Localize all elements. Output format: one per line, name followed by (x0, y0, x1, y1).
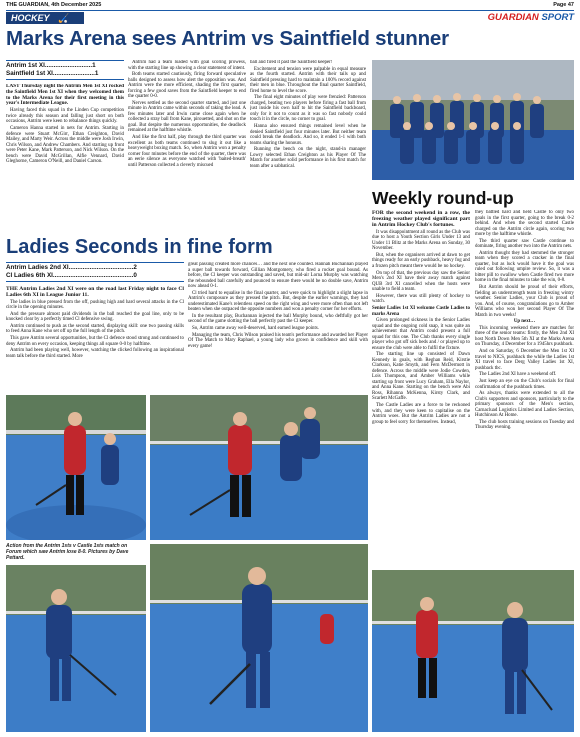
story1-col1 (6, 84, 124, 232)
section-badge (6, 12, 84, 24)
story2-p: So, Antrim came away well-deserved, hard earned league points. (192, 326, 319, 332)
story1-col2 (128, 60, 246, 232)
story2-col1 (6, 286, 184, 390)
story2-p: And the pressure almost paid dividends in the ball reached the goal line, only to be knocked clear by a perfectly timed Cl defensive swing. (6, 311, 184, 323)
story3-p: And on Saturday, 6 December the Men 1st XI travel to NICS, pushback the while the Ladies 1st XI travel to face Derg Valley Ladies 1st XI, pushback tbc. (475, 349, 574, 371)
story1-p: Having faced this squad in the Linden Cup competition twice already this season and falling just short on both occasions, Antrim were keen to rebalance things quickly. (6, 108, 124, 125)
masthead-paper: THE GUARDIAN, 4th December 2025 (6, 2, 102, 8)
story2-score-away: Cl Ladies 6th XI..............................................0 (6, 272, 137, 279)
story1-p: ball and fired it past the Saintfield keeper! (250, 60, 333, 65)
story3-col2 (475, 210, 574, 566)
hockey-stick-icon: 🏑 (58, 13, 70, 23)
brand-b: SPORT (541, 12, 574, 23)
story2-p: Antrim had been playing well, however, watching the clicked following an inspirational team talk before the third started. More (6, 348, 184, 359)
story3-p: Just keep an eye on the Club's socials for final confirmation of the pushback times. (475, 379, 574, 390)
story1-p: The final eight minutes of play were frenzied: Patterson charged, beating two players before firing a fast ball from just inside his own half to hit the Saintfield backboard, only for it not to count as it was so fast nobody could touch it in the circle, no corner to goal. (250, 95, 366, 123)
story3-p: The third quarter saw Castle continue to dominate, firing another two into the Antrim nets. (475, 238, 574, 250)
story3-p: However, there was still plenty of hockey to watch. (372, 293, 470, 305)
story1-headline: Marks Arena sees Antrim vs Saintfield stunner (6, 27, 449, 50)
story3-p: It was disappointment all round as the Club was due to host a Youth Section Girls Under 13 and Under 11 Blitz at the Marks Arena on Sunday, 30 November. (372, 229, 470, 252)
action-photo-5 (372, 570, 574, 732)
story2-score-home: Antrim Ladies 2nd XI.....................................2 (6, 264, 137, 271)
story3-subhead: Up next… (513, 319, 536, 325)
story3-headline: Weekly round-up (372, 188, 514, 208)
story1-scorebox (6, 60, 124, 80)
story1-p: Antrim had a team loaded with goal scoring prowess, with the starting line up showing a clear statement of intent. (128, 60, 246, 71)
brand-a: GUARDIAN (487, 12, 539, 23)
story3-p: As always, thanks were extended to all the Club's supporters and sponsors, particularly to the primary sponsors of the Men's section, Carnacluad Logistics Limited and Ladies Section, Hutchinson At Home. (475, 391, 574, 419)
story1-p: LAST Thursday night the Antrim Men 1st XI rocked the Saintfield Men 1st XI when they welcomed them to the Marks Arena for their first meeting in this year's Intermediate League. (6, 84, 124, 107)
story1-p: Both teams started cautiously, firing forward speculative balls designed to assess how alert the opposition was. And Antrim were the more efficient, shading the first quarter, forcing a few good saves from the Saintfield keeper to end the quarter 0-0. (128, 72, 246, 100)
story2-col2 (188, 262, 368, 390)
story3-p: This incoming weekend there are matches for three of the senior teams: firstly, the Men 2nd XI host North Down Men 5th XI at the Marks Arena on Thursday, 4 December for a 1945hrs pushback. (475, 325, 574, 348)
story3-col1 (372, 210, 470, 568)
story3-p: The starting line up consisted of Dawn Kennedy in goals, with Reghan Reid, Kirstie Clarkson, Katie Smyth, and Fern McDermott in defence. Across the middle were Jodie Cowden, Lois Thompson, and Amber Williams while starting up front were Lucy Graham, Ella Naylor, and Anna Kane. Starting on the bench were Abi Ross, Rihanna McKenna, Kirsty Clark, and Scarlett McGaffe. (372, 352, 470, 402)
story1-score-home: Antrim 1st XI...........................1 (6, 62, 96, 69)
story1-p: Hanna also ensured things remained level when he denied Saintfield just four minutes later. But neither team could break the deadlock. And so, it ended 1-1 with both teams sharing the honours. (250, 124, 366, 146)
story1-p: Running the bench on the night, stand-in manager Lowry selected Ethan Creighton as his Player Of The Match for another solid performance in his first match for team after a sabbatical. (250, 147, 366, 169)
story2-p: The ladies in blue pressed from the off, pushing high and hard several attacks in the Cl circle in the opening minutes. (6, 299, 184, 311)
brand-logo (488, 12, 574, 23)
story1-p: Excitement and tension were palpable in equal measure as the fourth started. Antrim with their tails up and Saintfield pressing hard to maintain a 100% record against their men in blue. Throughout the final quarter Saintfield, fired home to level the score. (250, 66, 366, 94)
story3-p: On top of that, the previous day saw the Senior Men's 2nd XI have their away match against QUB 3rd XI cancelled when the hosts were unable to field a team. (372, 270, 470, 293)
story1-col3 (250, 60, 366, 232)
story3-p: The Ladies 2nd XI have a weekend off. (479, 372, 557, 378)
story3-lead: FOR the second weekend in a row, the freezing weather played significant part in Antrim Hockey Club's fortunes. (372, 210, 470, 229)
story3-p: Antrim thought they had stemmed the stronger team when they scored a cracker in the final quarter, but as luck would have it the goal was ruled out following umpire review. So, it was a bitter pill to swallow when Castle fired two more home in the final minutes to take the win, 0-8. (475, 250, 574, 284)
story2-p: great passing created more chances… and the next one counted. Hannah Buchannan played a super ball towards forward, Gillian Montgomery, who fired a rocket goal bound. As before, the Cl keeper was outstanding and saved, but mid-air Lorna Murphy was watching the rebounded ball carefully and pounced to ensure there would be no double save, Antrim now ahead 0-1. (188, 262, 368, 289)
story3-p: But, when the organisers arrived at dawn to get things ready for an early pushback, heavy fog and a frozen pitch meant there would be no hockey. (372, 252, 470, 269)
story3-p: The club hosts training sessions on Tuesday and Thursday evening. (475, 419, 574, 431)
story1-p: And like the first half, play through the third quarter was excellent as both teams continued to slug it out like a heavyweight boxing match. So, when Antrim won a penalty corner four minutes before the end of the quarter, there was an eerie silence as everyone watched with 'baited-breath' until Patterson collected a cleverly miscued (128, 135, 246, 168)
story1-score-away: Saintfield 1st XI........................1 (6, 70, 99, 77)
action-photo-3 (150, 544, 368, 732)
section-label: HOCKEY (11, 13, 50, 23)
action-photo-2 (150, 395, 368, 540)
story3-subhead: Senior Ladies 1st XI welcome Castle Ladies to marks Arena (372, 306, 470, 317)
action-photo-1 (6, 395, 146, 540)
story3-p: But Antrim should be proud of their efforts, fielding an understrength team in freezing wintry weather. Senior Ladies, your Club is proud of you. And, of course, congratulations go to Amber Williams who won her second Player Of The Match in two weeks! (475, 285, 574, 318)
story2-p: Antrim continued to push as the second started, displaying skill: one two passing skills to feed Anna Kane who set off up the full length of the pitch. (6, 323, 184, 335)
story3-p: they battled hard and held Castle to only two goals in the first quarter, going to the break 0-2 behind. And when the second started Castle charged on the Antrim circle again, scoring two more by the halftime whistle. (475, 210, 574, 237)
story1-p: Cameron Hanna started in nets for Antrim. Starting in defence were Stuart McGirr, Ethan Creighton, David Mailey, and Marty Weir. Across the middle were Josh Irwin, Chris Wilson, and Andrew Chambers. And starting up front were Peter Kane, Mark Patterson, and Nick Wilson. On the bench were David McGrillan, Alfie Vennard, David Gleghorne, Cameron O'Neill, and Daniel Carson. (6, 126, 124, 165)
story2-scorebox (6, 262, 184, 282)
story3-p: Given prolonged sickness in the Senior Ladies squad and the ongoing cold snap, it was quite an achievement that Antrim could present a full squad for this one. The Club thanks every single player who got off sick beds and / or played up to ensure the club were able to fulfil the fixture. (372, 318, 470, 351)
action-photo-4 (6, 565, 146, 732)
photo-caption: Action from the Antrim 1sts v Castle 1sts match on Forum which saw Antrim lose 8-0. Pictures by Dave Pettard. (6, 543, 129, 561)
story2-p: Managing the team, Chris Wilson praised his team's performance and awarded her Player Of The Match to Mary Raphael, a young lady who grown in confidence and skill with every game! (188, 332, 368, 349)
story2-p: This gave Antrim several opportunities, but the Cl defence stood strong and continued to deny Antrim on every occasion, keeping things all square 0-0 by halftime. (6, 336, 184, 347)
story2-headline: Ladies Seconds in fine form (6, 236, 273, 258)
story2-p: Cl tried hard to equalise in the final quarter, and were quick to highlight a slight lapse in Antrim's composure as they pressed the pitch. But, despite the earlier warnings, they had underestimated Kane's relentless speed on the right wing and were more often than not left beaten when she outpaced the opposite numbers and won a penalty corner for her efforts. (188, 290, 368, 313)
story2-p: In the resultant play, Buchannan injected the ball Murphy bound, who deftfully got her second of the game slotting the ball perfectly past the Cl keeper. (188, 313, 368, 325)
story2-lead: THE Antrim Ladies 2nd XI were on the road last Friday night to face Cl Ladies 6th XI in League Junior 11. (6, 286, 184, 299)
story1-p: Nerves settled as the second quarter started, and just one minute in Antrim came within seconds of taking the lead. A few minutes later and Irwin came close again when he collected a stray ball from Kane, pirouetted, and shot on the goal. But despite the numerous opportunities, the deadlock remained at the halftime whistle. (128, 100, 246, 134)
masthead-page: Page 47 (553, 2, 574, 8)
team-photo (372, 60, 574, 180)
story3-p: The Castle Ladies are a force to be reckoned with, and they were keen to capitalise on the Antrim woes. But the Antrim Ladies are not a group to feel sorry for themselves. Instead, (372, 403, 470, 425)
